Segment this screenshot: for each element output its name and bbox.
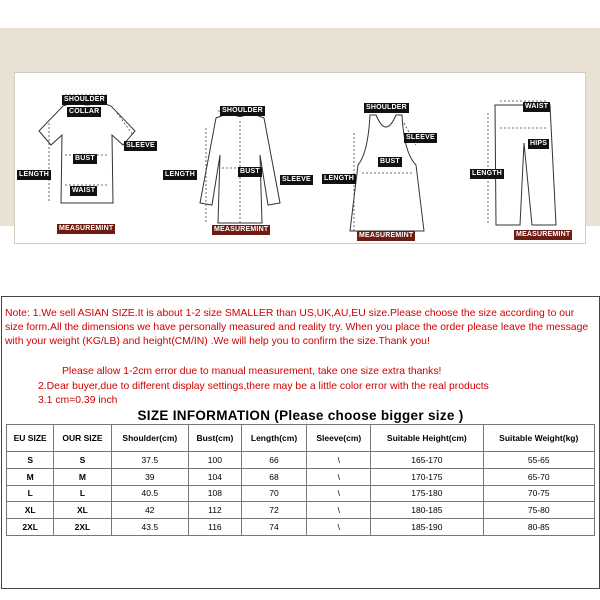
table-cell: 112 bbox=[189, 502, 242, 519]
tshirt-bust-label: BUST bbox=[75, 155, 95, 162]
shirt-bust-label: BUST bbox=[240, 168, 260, 175]
table-cell: 104 bbox=[189, 468, 242, 485]
pants-waist-label: WAIST bbox=[525, 103, 549, 110]
tshirt-waist-label: WAIST bbox=[72, 187, 96, 194]
shirt-figure bbox=[160, 73, 320, 243]
note-color-error: 2.Dear buyer,due to different display settings,there may be a little color error with the real products bbox=[38, 381, 489, 392]
tank-sleeve-label: SLEEVE bbox=[406, 134, 435, 141]
pants-drawing bbox=[450, 73, 585, 243]
table-cell: S bbox=[7, 452, 54, 469]
table-cell: 180-185 bbox=[371, 502, 483, 519]
table-cell: 185-190 bbox=[371, 519, 483, 536]
table-cell: 108 bbox=[189, 485, 242, 502]
shirt-length-label: LENGTH bbox=[165, 171, 195, 178]
tshirt-shoulder-label: SHOULDER bbox=[64, 96, 105, 103]
header-weight: Suitable Weight(kg) bbox=[483, 425, 595, 452]
table-cell: 116 bbox=[189, 519, 242, 536]
table-cell: 165-170 bbox=[371, 452, 483, 469]
table-cell: 72 bbox=[241, 502, 307, 519]
table-cell: 70-75 bbox=[483, 485, 595, 502]
table-cell: M bbox=[54, 468, 111, 485]
shirt-sleeve-label: SLEEVE bbox=[282, 176, 311, 183]
size-information-title: SIZE INFORMATION (Please choose bigger size ) bbox=[137, 408, 464, 423]
table-row bbox=[7, 468, 595, 485]
pants-measurement-label: MEASUREMINT bbox=[516, 231, 571, 238]
header-bust: Bust(cm) bbox=[189, 425, 242, 452]
shirt-drawing bbox=[160, 73, 320, 243]
table-cell: L bbox=[54, 485, 111, 502]
table-cell: L bbox=[7, 485, 54, 502]
header-shoulder: Shoulder(cm) bbox=[111, 425, 189, 452]
table-cell: 37.5 bbox=[111, 452, 189, 469]
table-cell: 80-85 bbox=[483, 519, 595, 536]
table-cell: 68 bbox=[241, 468, 307, 485]
tshirt-length-label: LENGTH bbox=[19, 171, 49, 178]
tank-length-label: LENGTH bbox=[324, 175, 354, 182]
tshirt-figure bbox=[15, 73, 160, 243]
size-chart bbox=[1, 296, 600, 589]
table-cell: 43.5 bbox=[111, 519, 189, 536]
table-cell: XL bbox=[7, 502, 54, 519]
table-cell: 170-175 bbox=[371, 468, 483, 485]
table-cell: 175-180 bbox=[371, 485, 483, 502]
table-row bbox=[7, 452, 595, 469]
table-cell: 65-70 bbox=[483, 468, 595, 485]
size-table bbox=[6, 424, 595, 536]
table-cell: 66 bbox=[241, 452, 307, 469]
table-cell: \ bbox=[307, 519, 371, 536]
note-cm-inch: 3.1 cm=0.39 inch bbox=[38, 395, 118, 406]
table-cell: 40.5 bbox=[111, 485, 189, 502]
table-cell: 100 bbox=[189, 452, 242, 469]
table-cell: 2XL bbox=[7, 519, 54, 536]
table-row bbox=[7, 502, 595, 519]
header-length: Length(cm) bbox=[241, 425, 307, 452]
table-row bbox=[7, 485, 595, 502]
table-cell: \ bbox=[307, 452, 371, 469]
pants-figure bbox=[450, 73, 585, 243]
tshirt-collar-label: COLLAR bbox=[69, 108, 100, 115]
shirt-shoulder-label: SHOULDER bbox=[222, 107, 263, 114]
table-cell: \ bbox=[307, 485, 371, 502]
table-cell: 70 bbox=[241, 485, 307, 502]
tshirt-sleeve-label: SLEEVE bbox=[126, 142, 155, 149]
table-cell: 74 bbox=[241, 519, 307, 536]
table-cell: 39 bbox=[111, 468, 189, 485]
tank-figure bbox=[320, 73, 450, 243]
shirt-measurement-label: MEASUREMINT bbox=[214, 226, 269, 233]
header-our-size: OUR SIZE bbox=[54, 425, 111, 452]
measurement-diagram-panel bbox=[0, 28, 600, 239]
size-table-header bbox=[7, 425, 595, 452]
table-cell: 75-80 bbox=[483, 502, 595, 519]
table-cell: 2XL bbox=[54, 519, 111, 536]
table-cell: S bbox=[54, 452, 111, 469]
note-measurement-error: Please allow 1-2cm error due to manual measurement, take one size extra thanks! bbox=[62, 366, 442, 377]
table-row bbox=[7, 519, 595, 536]
measurement-diagram bbox=[14, 72, 586, 244]
pants-hips-label: HIPS bbox=[530, 140, 548, 147]
table-cell: 42 bbox=[111, 502, 189, 519]
table-cell: \ bbox=[307, 468, 371, 485]
notes-section bbox=[2, 297, 599, 407]
tank-bust-label: BUST bbox=[380, 158, 400, 165]
table-cell: M bbox=[7, 468, 54, 485]
table-cell: 55-65 bbox=[483, 452, 595, 469]
tank-shoulder-label: SHOULDER bbox=[366, 104, 407, 111]
note-asian-size: Note: 1.We sell ASIAN SIZE.It is about 1-2 size SMALLER than US,UK,AU,EU size.Please choose the size according to our size form.All the dimensions we have personally measured and reality try. When you place the order please leave the message with your weight (KG/LB) and height(CM/IN) .We will help you to confirm the size.Thank you! bbox=[5, 308, 589, 347]
table-cell: \ bbox=[307, 502, 371, 519]
tank-measurement-label: MEASUREMINT bbox=[359, 232, 414, 239]
header-height: Suitable Height(cm) bbox=[371, 425, 483, 452]
tshirt-measurement-label: MEASUREMINT bbox=[59, 225, 114, 232]
table-cell: XL bbox=[54, 502, 111, 519]
header-eu-size: EU SIZE bbox=[7, 425, 54, 452]
pants-length-label: LENGTH bbox=[472, 170, 502, 177]
header-sleeve: Sleeve(cm) bbox=[307, 425, 371, 452]
